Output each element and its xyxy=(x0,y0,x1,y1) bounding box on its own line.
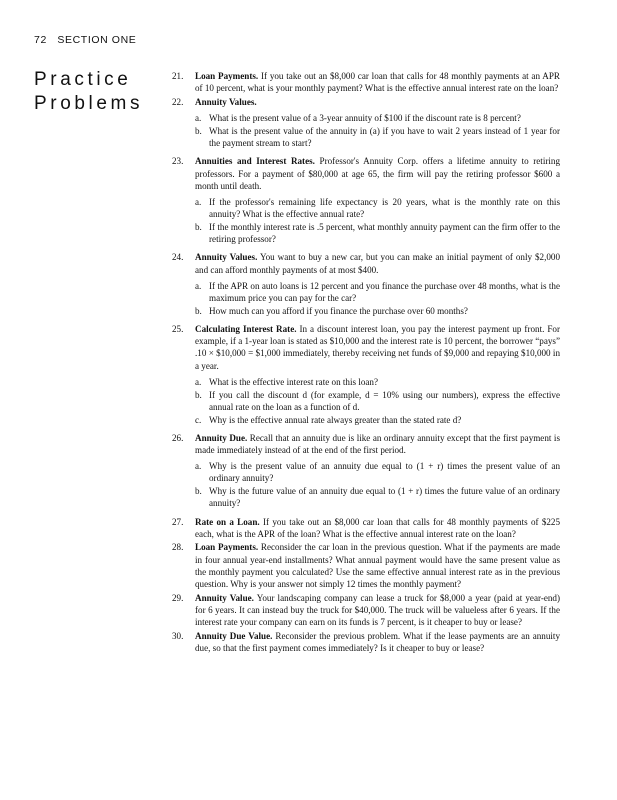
problem-number: 27. xyxy=(172,516,184,527)
problem-title: Annuity Due. xyxy=(195,432,248,443)
subquestion-label: b. xyxy=(195,389,202,400)
subquestion-label: a. xyxy=(195,113,202,124)
subquestion xyxy=(195,221,560,245)
problem-title: Annuity Values. xyxy=(195,96,257,107)
subquestion xyxy=(195,112,560,124)
page-header xyxy=(34,34,136,46)
subquestion-text: What is the present value of the annuity in (a) if you have to wait 2 years instead of 1 year for the payment stream to start? xyxy=(209,125,560,149)
subquestion-text: What is the effective interest rate on this loan? xyxy=(209,376,379,387)
subquestion-text: Why is the present value of an annuity due equal to (1 + r) times the present value of an ordinary annuity? xyxy=(209,461,560,484)
problem-title: Annuity Value. xyxy=(195,592,254,603)
sidebar-title xyxy=(34,68,143,116)
subquestion xyxy=(195,196,560,220)
problem-text: You want to buy a new car, but you can make an initial payment of only $2,000 and can afford monthly payments of at most $400. xyxy=(195,252,560,275)
problem-text: In a discount interest loan, you pay the interest payment up front. For example, if a 1-year loan is stated as $10,000 and the interest rate is 10 percent, the borrower “pays” .10 × $10,000 = $1,000 immediately, thereby receiving net funds of $9,000 and repaying $10,000 in a year. xyxy=(195,323,560,371)
subquestion xyxy=(195,125,560,149)
subquestion-text: What is the present value of a 3-year annuity of $100 if the discount rate is 8 percent? xyxy=(209,113,521,124)
problem-24 xyxy=(172,251,560,317)
problem-text: Reconsider the previous problem. What if the lease payments are an annuity due, so that the first payment comes immediately? Is it cheaper to buy or lease? xyxy=(195,630,560,654)
subquestion-label: a. xyxy=(195,280,202,291)
problem-25 xyxy=(172,323,560,426)
problem-22 xyxy=(172,96,560,149)
section-label: SECTION ONE xyxy=(57,34,137,46)
problem-number: 24. xyxy=(172,252,184,263)
problem-title: Annuities and Interest Rates. xyxy=(195,156,315,167)
subquestion-label: b. xyxy=(195,125,202,136)
sidebar-title-line: Problems xyxy=(34,93,144,114)
subquestion-label: a. xyxy=(195,376,202,387)
subquestion-list xyxy=(195,280,560,317)
problem-title: Annuity Values. xyxy=(195,252,258,263)
subquestion-text: Why is the future value of an annuity due equal to (1 + r) times the future value of an ordinary annuity? xyxy=(209,486,560,509)
problem-21 xyxy=(172,70,560,94)
problem-26 xyxy=(172,432,560,510)
problem-number: 29. xyxy=(172,592,184,603)
problem-text: Reconsider the car loan in the previous question. What if the payments are made in four annual year-end installments? What annual payment would have the same present value as the monthly payment you calculated? Use the same effective annual interest rate as in the previous question. Why is your answer not simply 12 times the monthly payment? xyxy=(195,542,560,590)
subquestion-label: b. xyxy=(195,486,202,497)
problem-text: Recall that an annuity due is like an ordinary annuity except that the first payment is made immediately instead of at the end of the first period. xyxy=(195,432,560,455)
subquestion-text: Why is the effective annual rate always greater than the stated rate d? xyxy=(209,414,462,425)
page-number: 72 xyxy=(34,34,47,46)
problem-text: If you take out an $8,000 car loan that calls for 48 monthly payments of $225 each, what is the APR of the loan? What is the effective annual interest rate on the loan? xyxy=(195,516,561,539)
problem-number: 23. xyxy=(172,156,184,167)
subquestion-list xyxy=(195,196,560,245)
problem-text: Your landscaping company can lease a truck for $8,000 a year (paid at year-end) for 6 years. It can instead buy the truck for $40,000. The truck will be valueless after 6 years. If the interest rate your company can earn on its funds is 7 percent, is it cheaper to buy or lease? xyxy=(195,592,561,628)
problem-28 xyxy=(172,541,560,590)
problem-23 xyxy=(172,155,560,245)
subquestion-text: If the monthly interest rate is .5 percent, what monthly annuity payment can the firm offer to the retiring professor? xyxy=(209,221,560,245)
problem-text: Professor's Annuity Corp. offers a lifetime annuity to retiring professors. For a payment of $80,000 at age 65, the firm will pay the retiring professor $600 a month until death. xyxy=(195,156,560,191)
problem-title: Annuity Due Value. xyxy=(195,630,273,641)
subquestion-label: b. xyxy=(195,221,202,232)
problem-number: 28. xyxy=(172,542,184,553)
problem-list xyxy=(172,70,560,656)
subquestion-text: If the professor's remaining life expectancy is 20 years, what is the monthly rate on this annuity? What is the effective annual rate? xyxy=(209,196,560,220)
problem-number: 26. xyxy=(172,432,184,443)
problem-29 xyxy=(172,592,560,629)
subquestion xyxy=(195,485,560,509)
subquestion-label: b. xyxy=(195,305,202,316)
subquestion-list xyxy=(195,460,560,509)
subquestion-label: c. xyxy=(195,414,202,425)
problem-title: Loan Payments. xyxy=(195,71,259,81)
subquestion-label: a. xyxy=(195,461,202,472)
subquestion xyxy=(195,376,560,388)
problem-30 xyxy=(172,630,560,654)
sidebar-title-line: Practice xyxy=(34,69,132,90)
problem-title: Calculating Interest Rate. xyxy=(195,323,297,334)
problem-number: 30. xyxy=(172,630,184,641)
problem-title: Loan Payments. xyxy=(195,542,259,553)
subquestion-list xyxy=(195,376,560,426)
subquestion xyxy=(195,414,560,426)
problem-number: 22. xyxy=(172,96,184,107)
problem-27 xyxy=(172,516,560,540)
subquestion xyxy=(195,305,560,317)
problem-number: 25. xyxy=(172,323,184,334)
subquestion-label: a. xyxy=(195,196,202,207)
problem-text: If you take out an $8,000 car loan that calls for 48 monthly payments at an APR of 10 percent, what is your monthly payment? What is the effective annual interest rate on the loan? xyxy=(195,71,560,94)
subquestion-text: How much can you afford if you finance the purchase over 60 months? xyxy=(209,305,468,316)
subquestion-text: If the APR on auto loans is 12 percent and you finance the purchase over 48 months, what is the maximum price you can pay for the car? xyxy=(209,280,560,303)
subquestion-text: If you call the discount d (for example, d = 10% using our numbers), express the effective annual rate on the loan as a function of d. xyxy=(209,389,560,412)
problem-number: 21. xyxy=(172,71,184,81)
subquestion xyxy=(195,460,560,484)
subquestion xyxy=(195,280,560,304)
subquestion xyxy=(195,389,560,413)
problem-title: Rate on a Loan. xyxy=(195,516,260,527)
subquestion-list xyxy=(195,112,560,149)
